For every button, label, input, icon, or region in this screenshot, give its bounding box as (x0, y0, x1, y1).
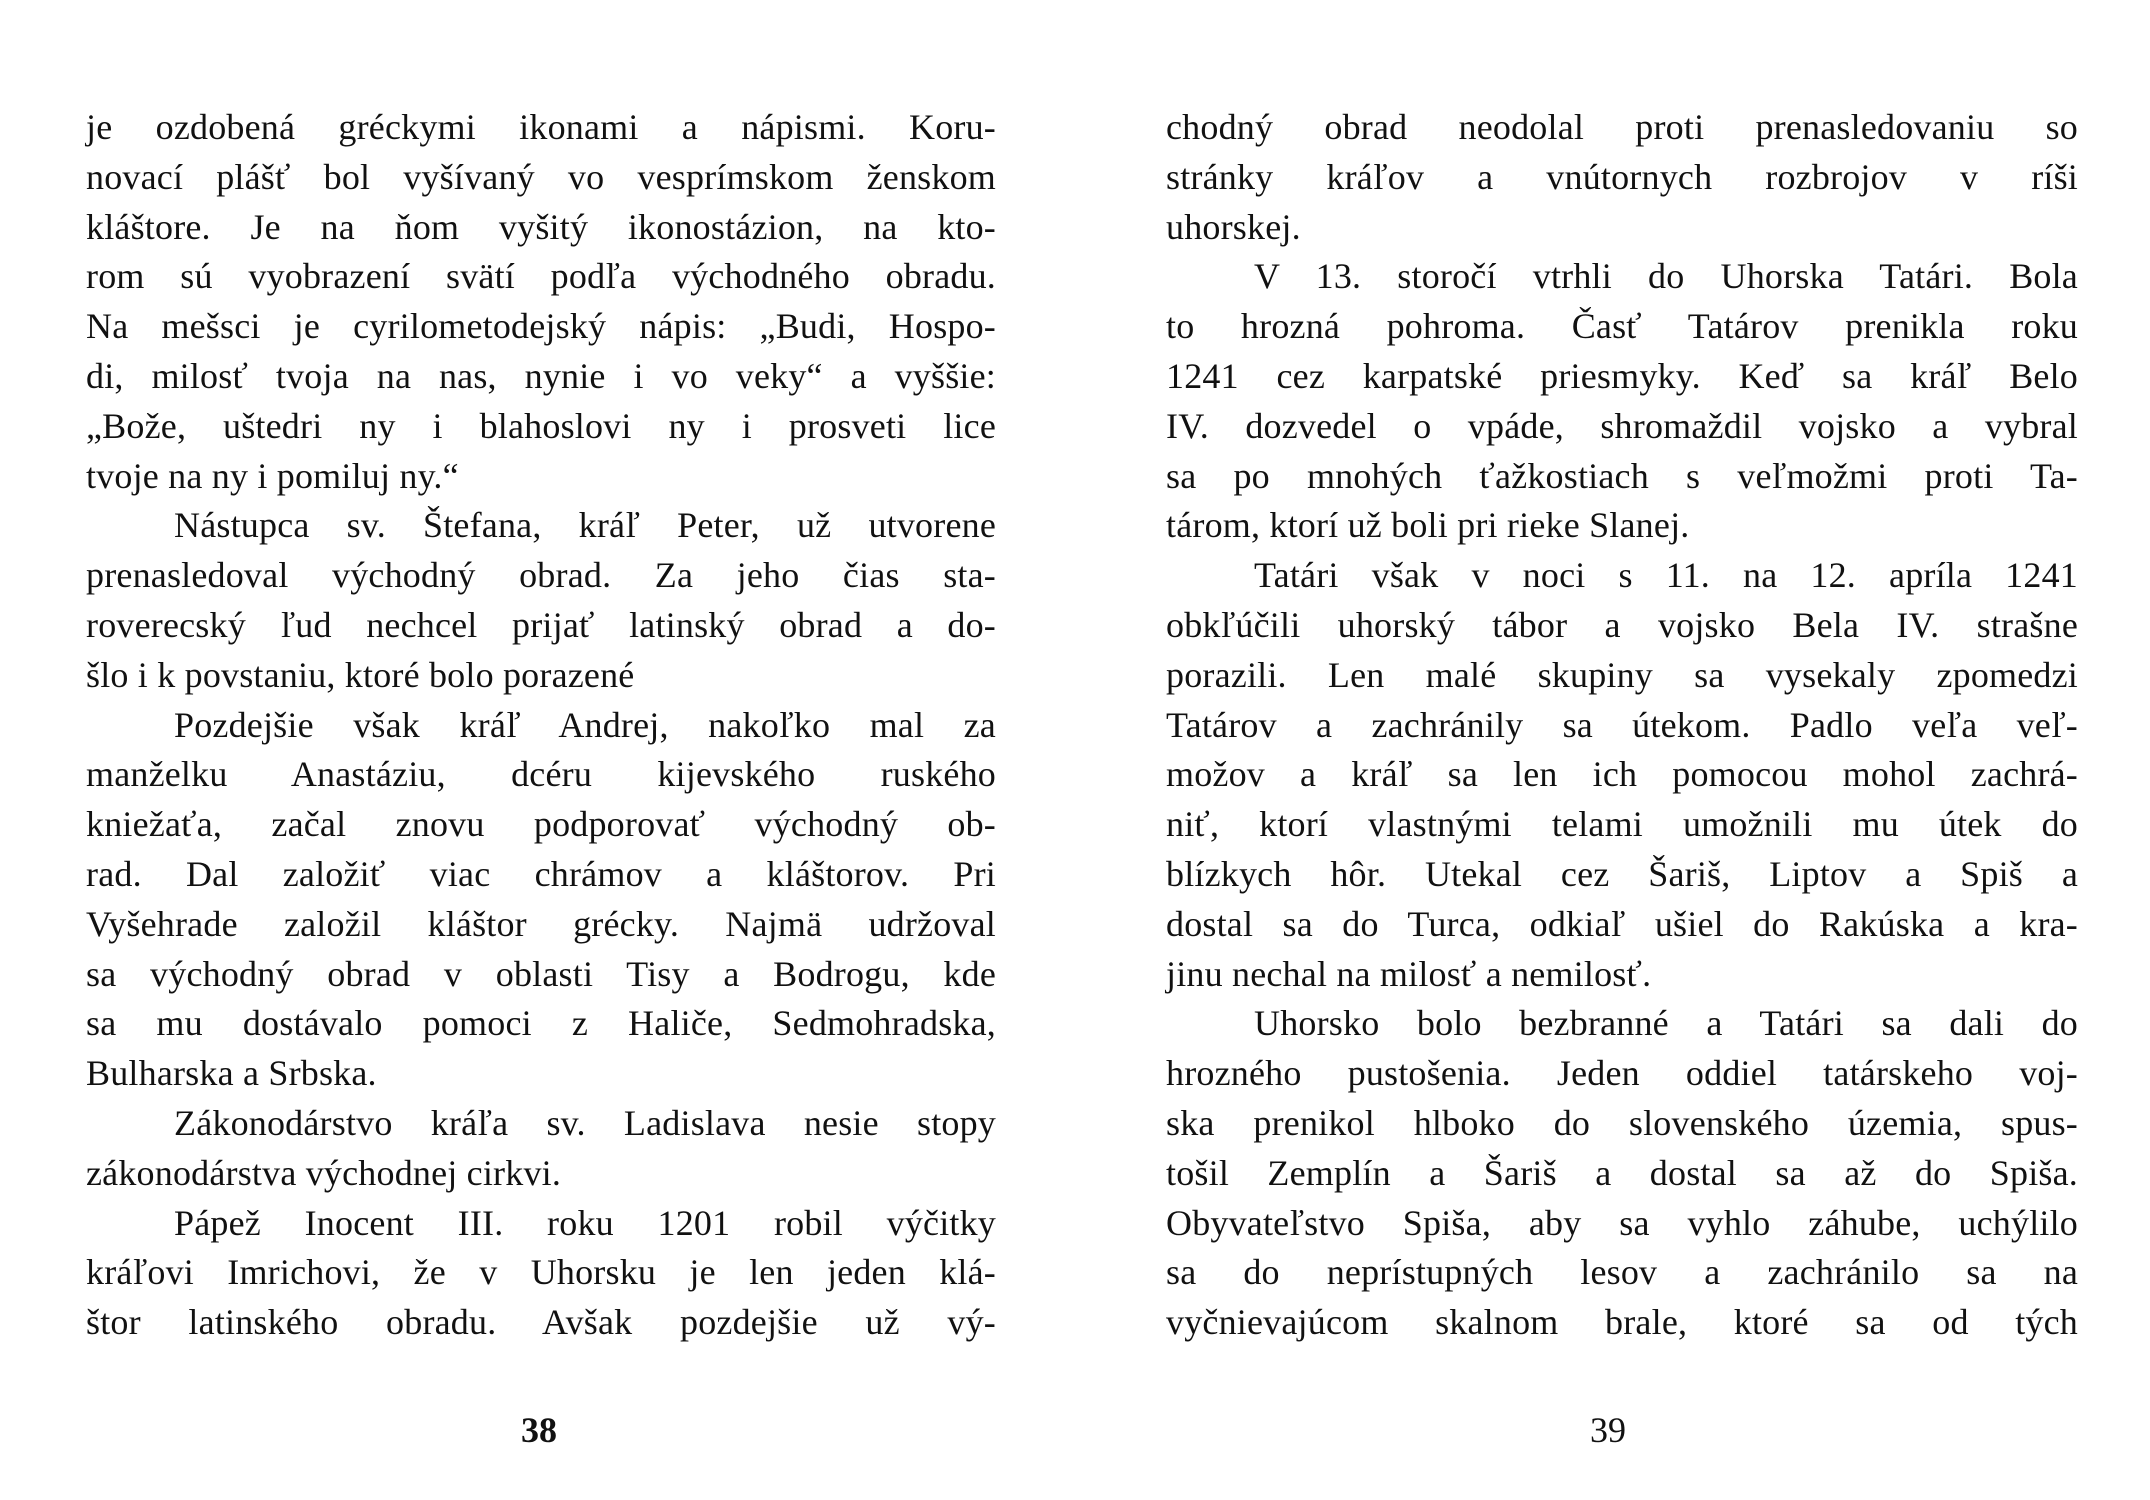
text-line: niť, ktorí vlastnými telami umožnili mu útek do (1166, 804, 2078, 845)
text-line: stránky kráľov a vnútornych rozbrojov v ríši (1166, 156, 2078, 197)
text-line: roverecský ľud nechcel prijať latinský obrad a do- (86, 604, 996, 645)
text-line: vyčnievajúcom skalnom brale, ktoré sa od tých (1166, 1302, 2078, 1343)
page-number-right: 39 (1590, 1410, 1626, 1450)
text-line: Na mešsci je cyrilometodejský nápis: „Budi, Hospo- (86, 306, 996, 347)
page-number-left: 38 (521, 1410, 557, 1450)
paragraph-first-line: Zákonodárstvo kráľa sv. Ladislava nesie stopy (174, 1102, 996, 1143)
text-line: jinu nechal na milosť a nemilosť. (1166, 953, 1652, 994)
text-line: Obyvateľstvo Spiša, aby sa vyhlo záhube, uchýlilo (1166, 1202, 2078, 1243)
text-line: kniežaťa, začal znovu podporovať východný ob- (86, 804, 996, 845)
text-line: kráľovi Imrichovi, že v Uhorsku je len jeden klá- (86, 1252, 996, 1293)
text-line: kláštore. Je na ňom vyšitý ikonostázion, na kto- (86, 206, 996, 247)
text-line: šlo i k povstaniu, ktoré bolo porazené (86, 654, 635, 695)
text-line: prenasledoval východný obrad. Za jeho čias sta- (86, 555, 996, 596)
text-line: rad. Dal založiť viac chrámov a kláštorov. Pri (86, 853, 996, 894)
text-line: sa východný obrad v oblasti Tisy a Bodrogu, kde (86, 953, 996, 994)
text-line: sa do neprístupných lesov a zachránilo sa na (1166, 1252, 2078, 1293)
right-page-text (1166, 103, 2078, 1348)
left-page-text (86, 103, 996, 1348)
text-line: sa po mnohých ťažkostiach s veľmožmi proti Ta- (1166, 455, 2078, 496)
text-line: di, milosť tvoja na nas, nynie i vo veky“ a vyššie: (86, 355, 996, 396)
text-line: blízkych hôr. Utekal cez Šariš, Liptov a Spiš a (1166, 853, 2078, 894)
text-line: sa mu dostávalo pomoci z Haliče, Sedmohradska, (86, 1003, 996, 1044)
text-line: Tatárov a zachránily sa útekom. Padlo veľa veľ- (1166, 704, 2078, 745)
text-line: novací plášť bol vyšívaný vo vesprímskom ženskom (86, 156, 996, 197)
paragraph-first-line: Tatári však v noci s 11. na 12. apríla 1241 (1254, 555, 2078, 596)
text-line: 1241 cez karpatské priesmyky. Keď sa kráľ Belo (1166, 355, 2078, 396)
text-line: IV. dozvedel o vpáde, shromaždil vojsko a vybral (1166, 405, 2078, 446)
text-line: dostal sa do Turca, odkiaľ ušiel do Rakúska a kra- (1166, 903, 2078, 944)
text-line: to hrozná pohroma. Časť Tatárov prenikla roku (1166, 306, 2078, 347)
text-line: manželku Anastáziu, dcéru kijevského ruského (86, 754, 996, 795)
text-line: „Bože, uštedri ny i blahoslovi ny i prosveti lice (86, 405, 996, 446)
text-line: uhorskej. (1166, 206, 1301, 247)
text-line: obkľúčili uhorský tábor a vojsko Bela IV. strašne (1166, 604, 2078, 645)
text-line: chodný obrad neodolal proti prenasledovaniu so (1166, 107, 2078, 147)
text-line: štor latinského obradu. Avšak pozdejšie už vý- (86, 1302, 996, 1343)
text-line: Vyšehrade založil kláštor grécky. Najmä udržoval (86, 903, 996, 944)
text-line: rom sú vyobrazení svätí podľa východného obradu. (86, 256, 996, 297)
text-line: zákonodárstva východnej cirkvi. (86, 1152, 562, 1193)
text-line: možov a kráľ sa len ich pomocou mohol zachrá- (1166, 754, 2078, 795)
paragraph-first-line: Pozdejšie však kráľ Andrej, nakoľko mal za (174, 704, 996, 745)
text-line: Bulharska a Srbska. (86, 1053, 377, 1094)
text-line: ska prenikol hlboko do slovenského územia, spus- (1166, 1102, 2078, 1143)
text-line: tošil Zemplín a Šariš a dostal sa až do Spiša. (1166, 1152, 2078, 1193)
text-line: tárom, ktorí už boli pri rieke Slanej. (1166, 505, 1690, 546)
text-line: hrozného pustošenia. Jeden oddiel tatárskeho voj- (1166, 1053, 2078, 1094)
paragraph-first-line: Pápež Inocent III. roku 1201 robil výčitky (174, 1202, 996, 1243)
text-line: porazili. Len malé skupiny sa vysekaly zpomedzi (1166, 654, 2078, 695)
paragraph-first-line: V 13. storočí vtrhli do Uhorska Tatári. Bola (1254, 256, 2078, 297)
paragraph-first-line: Nástupca sv. Štefana, kráľ Peter, už utvorene (174, 505, 996, 546)
text-line: je ozdobená gréckymi ikonami a nápismi. Koru- (86, 107, 996, 147)
text-line: tvoje na ny i pomiluj ny.“ (86, 455, 459, 496)
paragraph-first-line: Uhorsko bolo bezbranné a Tatári sa dali do (1254, 1003, 2078, 1044)
